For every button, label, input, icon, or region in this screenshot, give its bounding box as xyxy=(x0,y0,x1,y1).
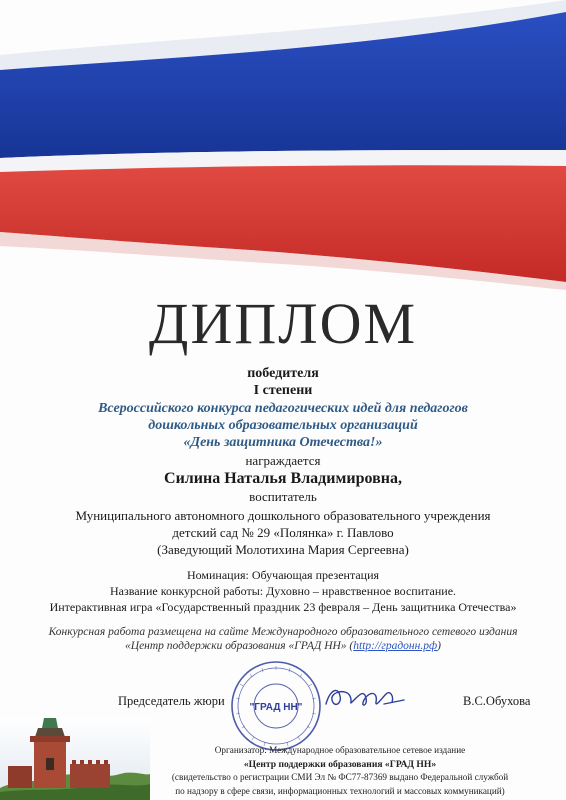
recipient-name: Силина Наталья Владимировна, xyxy=(164,470,402,487)
organization-line1: Муниципального автономного дошкольного образовательного учреждения xyxy=(75,508,491,523)
diploma-title: ДИПЛОМ xyxy=(148,291,418,356)
footer-organizer: Организатор: Международное образовательное сетевое издание xyxy=(214,745,466,755)
work-title: Название конкурсной работы: Духовно – нравственное воспитание. xyxy=(109,584,457,598)
nomination: Номинация: Обучающая презентация xyxy=(186,568,380,582)
footer-registration-authority: по надзору в сфере связи, информационных технологий и массовых коммуникаций) xyxy=(175,785,505,796)
contest-name-line2: дошкольных образовательных организаций xyxy=(148,418,418,433)
placement-text: «Центр поддержки образования «ГРАД НН» ( xyxy=(125,640,354,652)
official-stamp xyxy=(230,660,322,752)
organizer-footer xyxy=(120,744,560,798)
winner-label: победителя xyxy=(247,366,319,381)
contest-name-line3: «День защитника Отечества!» xyxy=(183,435,383,450)
placement-line1: Конкурсная работа размещена на сайте Международного образовательного сетевого издания xyxy=(48,626,518,638)
footer-publisher: «Центр поддержки образования «ГРАД НН» xyxy=(243,758,437,770)
organization-line2: детский сад № 29 «Полянка» г. Павлово xyxy=(172,525,394,540)
work-subtitle: Интерактивная игра «Государственный праздник 23 февраля – День защитника Отечества» xyxy=(49,600,517,614)
awarded-label: награждается xyxy=(245,453,321,468)
site-link[interactable]: http://градонн.рф xyxy=(353,640,438,652)
degree-label: I степени xyxy=(253,383,313,398)
chairman-label: Председатель жюри xyxy=(118,694,225,708)
footer-registration: (свидетельство о регистрации СМИ Эл № ФС77-87369 выдано Федеральной службой xyxy=(171,772,509,782)
stamp-center-text: "ГРАД НН" xyxy=(249,702,303,713)
organization-head: (Заведующий Молотихина Мария Сергеевна) xyxy=(157,542,409,557)
contest-name-line1: Всероссийского конкурса педагогических идей для педагогов xyxy=(98,401,468,416)
signer-name: В.С.Обухова xyxy=(463,694,531,708)
placement-close: ) xyxy=(437,640,441,652)
recipient-position: воспитатель xyxy=(249,489,317,504)
handwritten-signature xyxy=(320,682,410,712)
russian-flag-ribbon xyxy=(0,0,566,290)
placement-line2 xyxy=(0,639,566,653)
